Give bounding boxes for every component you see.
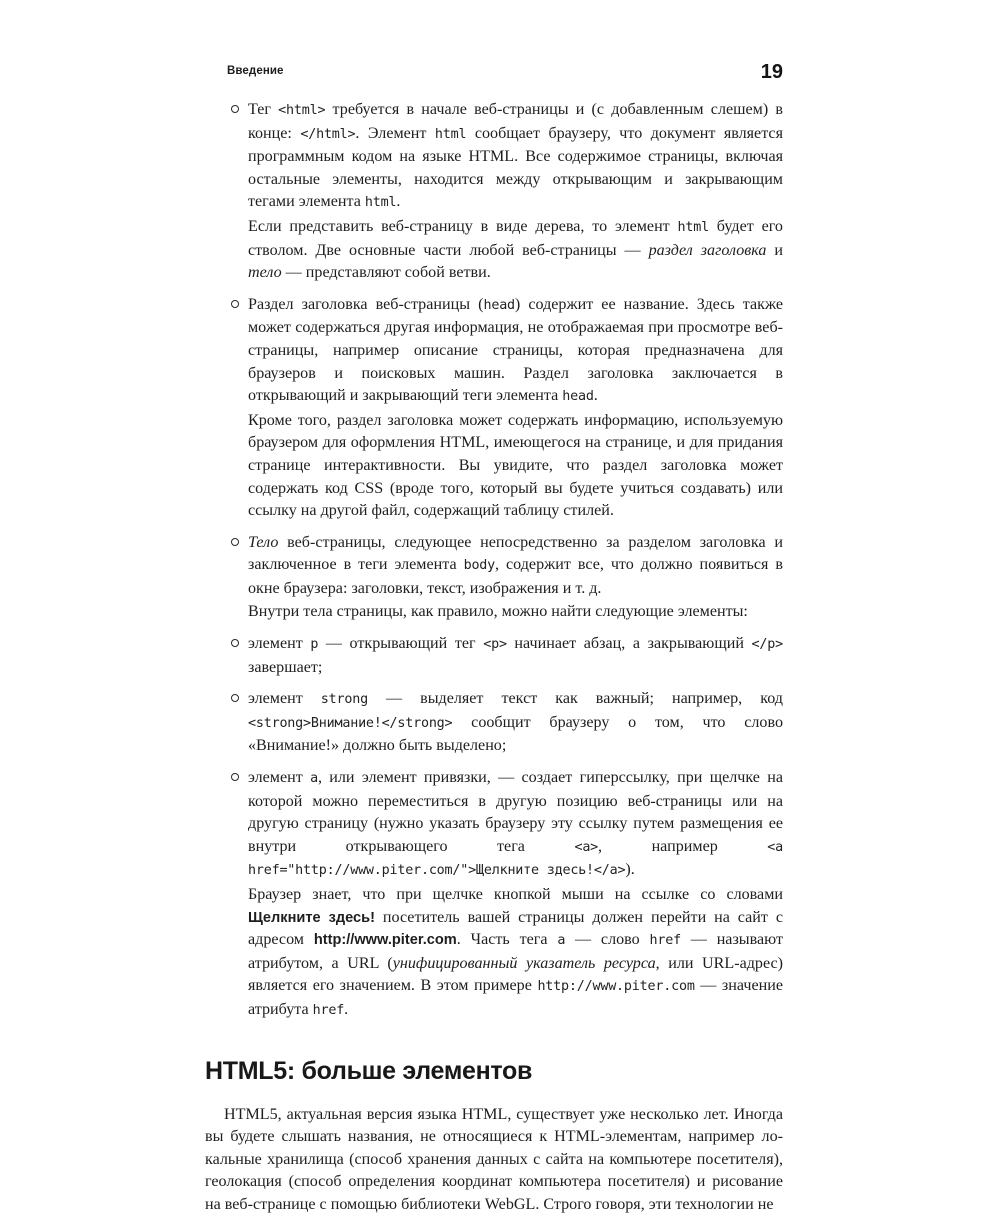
text-span: , или URL-адрес) является его значением. В этом примере (248, 954, 783, 995)
section-heading: HTML5: больше элементов (205, 1056, 533, 1085)
bullet-list (205, 99, 783, 1023)
text-span: , или элемент привязки, — создает гиперссылку, при щелчке на которой можно переместиться в другую позицию веб-страницы или на другую страницу (нужно указать браузеру эту ссылку путем размещения ее внутри открывающего тега (248, 769, 783, 855)
code-span: head (562, 389, 594, 405)
text-span: посетитель вашей страницы должен перейти на сайт с адресом (248, 908, 783, 949)
text-span: . (396, 193, 401, 211)
bullet-circle-icon (231, 773, 239, 781)
text-span: — открывающий тег (318, 635, 484, 653)
text-span: — слово (565, 931, 650, 949)
continuation-paragraph (248, 410, 783, 523)
text-span: элемент (248, 690, 321, 708)
emphasis-span: Тело (248, 533, 279, 551)
bullet-paragraph (248, 294, 783, 409)
bullet-item (205, 532, 783, 624)
code-span: <a href="http://www.piter.com/">Щелкните здесь!</a> (248, 839, 783, 879)
text-span: HTML5, актуальная версия языка HTML, существует уже несколько лет. Иногда вы будете слышать названия, не относящиеся к HTML-элементам, например локальные хранилища (способ хранения данных с сайта на компьютере посетителя), геолокация (способ определения координат компьютера посетителя) и рисование на веб-странице с помощью библиотеки WebGL. Строго говоря, эти технологии не (205, 1105, 783, 1213)
code-span: strong (320, 692, 368, 708)
bullet-item (205, 633, 783, 679)
page-number: 19 (760, 61, 783, 83)
code-span: </p> (751, 637, 783, 653)
bullet-paragraph (248, 767, 783, 883)
bullet-paragraph (248, 633, 783, 679)
text-span: Внутри тела страницы, как правило, можно найти следующие элементы: (248, 603, 748, 621)
bullet-circle-icon (231, 105, 239, 113)
text-span: Тег (248, 101, 279, 118)
bullet-circle-icon (231, 538, 239, 546)
text-column (205, 99, 783, 1217)
text-span: элемент (248, 635, 311, 653)
text-span: . (593, 387, 598, 405)
section-body (205, 1104, 783, 1217)
body-paragraph (205, 1104, 783, 1217)
code-span: html (434, 126, 467, 142)
text-span: — выделяет текст как важный; например, код (367, 690, 783, 708)
text-span: — представляют собой ветви. (281, 264, 491, 282)
code-span: html (677, 219, 709, 235)
code-span: head (483, 297, 515, 313)
code-span: <p> (483, 637, 507, 653)
code-span: body (463, 558, 496, 574)
bullet-paragraph (248, 99, 783, 215)
text-span: сообщает браузеру, что документ является программным кодом на языке HTML. Все содержимое страницы, включая остальные элементы, находится между открывающим и закрывающим тегами элемента (248, 124, 783, 211)
code-span: href (649, 933, 681, 949)
text-span: Если представить веб-страницу в виде дерева, то элемент (248, 217, 678, 235)
bullet-circle-icon (231, 300, 239, 308)
text-span: ). (625, 861, 635, 879)
text-span: . Часть тега (456, 931, 558, 949)
text-span: и (766, 241, 783, 259)
text-span: ) содержит ее название. Здесь также может содержаться другая информация, не отображаемая при просмотре веб-страницы, например описание страницы, которая предназначена для браузеров и поисковых машин. Раздел заголовка заключается в открывающий и закрывающий теги элемента (248, 295, 783, 405)
text-span: Браузер знает, что при щелчке кнопкой мыши на ссылке со словами (248, 886, 783, 903)
code-span: p (310, 637, 319, 653)
section-block (205, 1057, 783, 1086)
chapter-title: Введение (227, 65, 284, 77)
bullet-item (205, 688, 783, 758)
bullet-circle-icon (231, 639, 239, 647)
running-head (227, 57, 783, 83)
text-span: требуется в начале веб-страницы и (с добавленным слешем) в конце: (248, 101, 783, 142)
text-span: начинает абзац, а закрывающий (506, 635, 752, 653)
bullet-paragraph (248, 532, 783, 601)
bullet-circle-icon (231, 694, 239, 702)
bullet-item (205, 767, 783, 1023)
bullet-item (205, 99, 783, 285)
text-span: веб-страницы, следующее непосредственно за разделом заголовка и заключенное в теги элемента (248, 533, 783, 574)
code-span: <html> (278, 103, 326, 118)
code-span: a (310, 771, 318, 787)
text-span: Кроме того, раздел заголовка может содержать информацию, используемую браузером для оформления HTML, имеющегося на странице, и для придания странице интерактивности. Вы увидите, что раздел заголовка может содержать код CSS (вроде того, который вы будете учиться создавать) или ссылку на другой файл, содержащий таблицу стилей. (248, 411, 783, 520)
bullet-item (205, 294, 783, 523)
text-span: — значение атрибута (248, 977, 784, 1018)
text-span: . (344, 1000, 349, 1018)
code-span: http://www.piter.com (537, 979, 695, 995)
emphasis-span: тело (248, 264, 282, 282)
text-span: , содержит все, что должно появиться в окне браузера: заголовки, текст, изображения и т. д. (248, 556, 784, 597)
text-span: — называют атрибутом, а URL ( (248, 931, 783, 972)
text-span: Раздел заголовка веб-страницы ( (248, 295, 484, 313)
text-span: сообщит браузеру о том, что слово «Внимание!» должно быть выделено; (248, 713, 783, 755)
strong-span: Щелкните здесь! (248, 909, 375, 926)
code-span: </html> (300, 126, 356, 142)
text-span: завершает; (248, 658, 323, 676)
bullet-paragraph (248, 688, 783, 758)
code-span: <strong>Внимание!</strong> (248, 715, 453, 731)
text-span: будет его стволом. Две основные части любой веб-страницы — (248, 217, 783, 259)
code-span: html (364, 195, 397, 211)
emphasis-span: раздел заголовка (648, 241, 767, 259)
continuation-paragraph (248, 601, 783, 624)
continuation-paragraph (248, 884, 783, 1023)
continuation-paragraph (248, 216, 783, 285)
text-span: элемент (248, 769, 311, 787)
emphasis-span: унифицированный указатель ресурса (392, 954, 656, 972)
text-span: , например (598, 837, 768, 855)
code-span: href (312, 1002, 345, 1018)
code-span: a (557, 933, 566, 949)
text-span: . Элемент (355, 124, 435, 142)
code-span: <a> (574, 839, 599, 855)
strong-span: http://www.piter.com (313, 932, 457, 949)
